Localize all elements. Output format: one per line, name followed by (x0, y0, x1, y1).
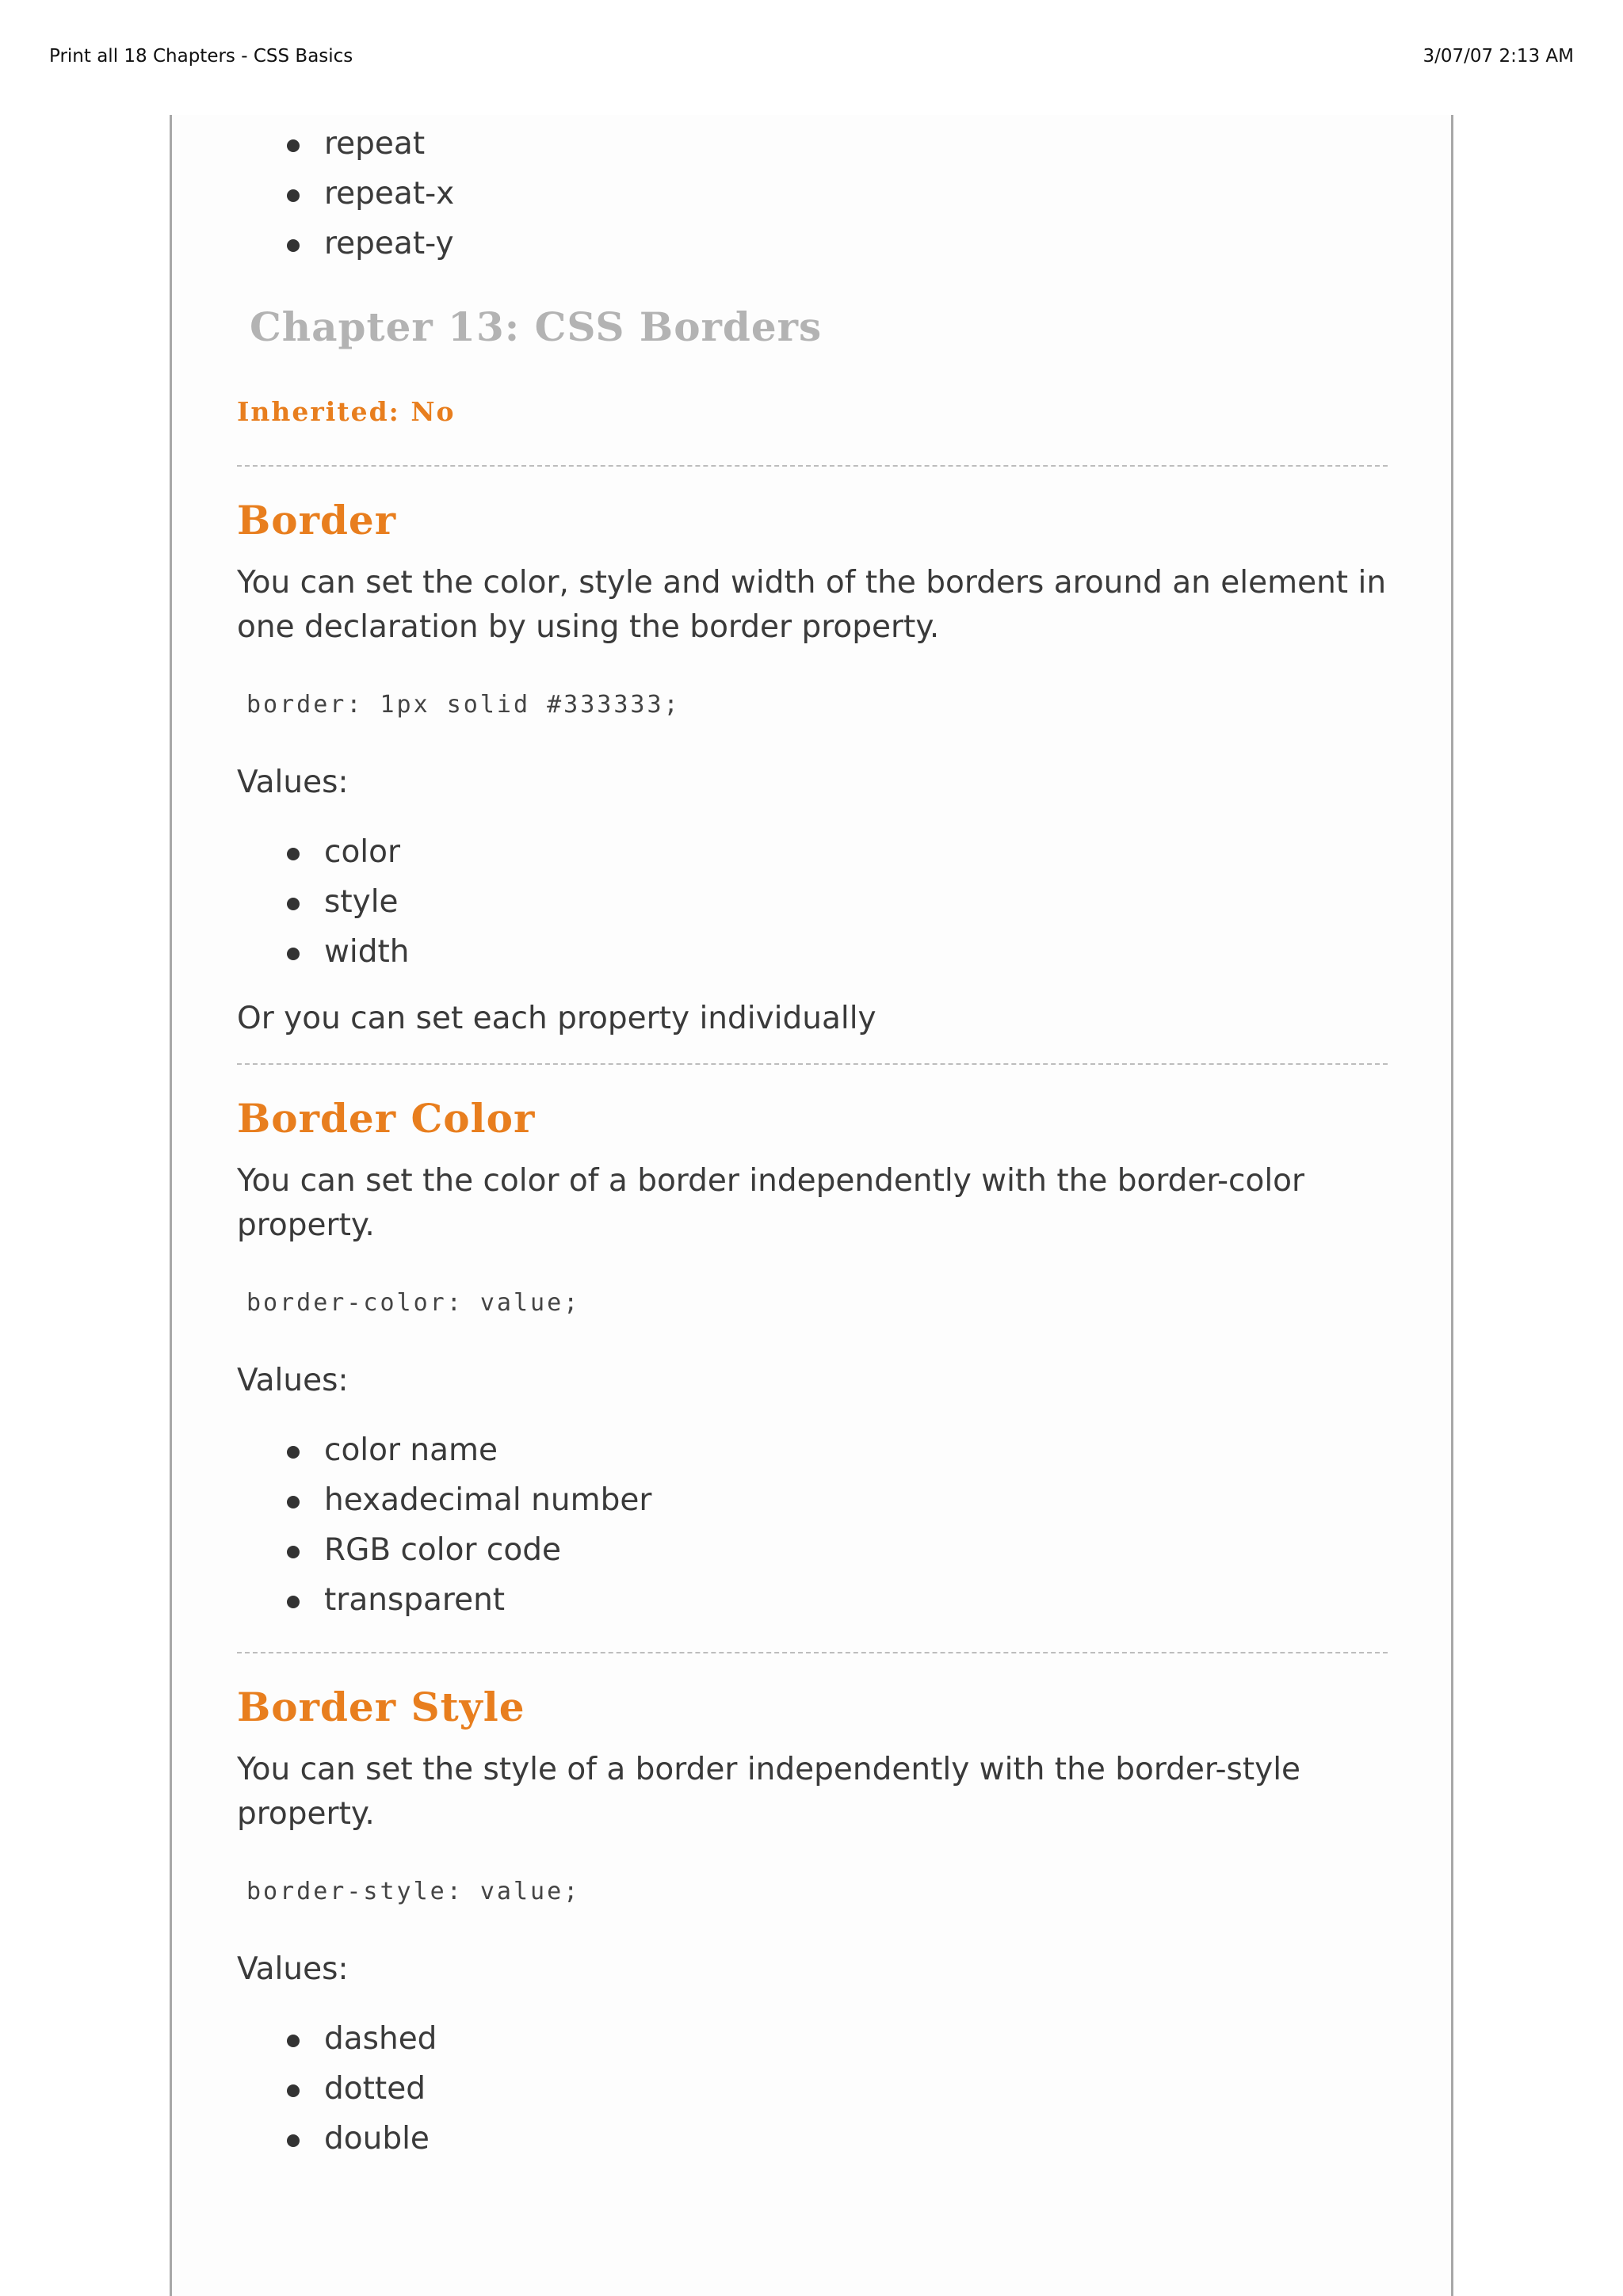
code-sample: border: 1px solid #333333; (246, 691, 681, 719)
print-date: 3/07/07 2:13 AM (1423, 46, 1574, 67)
list-item: style (285, 877, 1388, 927)
divider (237, 1652, 1388, 1653)
list-item: dashed (285, 2014, 1388, 2064)
list-item: color (285, 827, 1388, 877)
list-item: repeat (285, 119, 1388, 169)
chapter-title: Chapter 13: CSS Borders (250, 303, 823, 350)
top-list (285, 119, 1388, 269)
code-sample: border-style: value; (246, 1878, 581, 1905)
print-title: Print all 18 Chapters - CSS Basics (49, 46, 353, 67)
content (237, 119, 1388, 2164)
list-item: transparent (285, 1575, 1388, 1625)
section-note: Or you can set each property individually (237, 1001, 876, 1036)
list-item: color name (285, 1425, 1388, 1475)
code-sample: border-color: value; (246, 1289, 581, 1317)
values-label: Values: (237, 765, 349, 800)
section-description: You can set the style of a border independently with the border-style property. (237, 1752, 1301, 1832)
values-list (285, 827, 1388, 977)
list-item: double (285, 2114, 1388, 2164)
list-item: RGB color code (285, 1525, 1388, 1575)
print-header (0, 0, 1623, 95)
divider (237, 1063, 1388, 1065)
section-title-border-color: Border Color (237, 1095, 536, 1142)
values-list (285, 1425, 1388, 1625)
divider (237, 465, 1388, 467)
values-list (285, 2014, 1388, 2164)
list-item: dotted (285, 2064, 1388, 2114)
list-item: repeat-x (285, 169, 1388, 219)
list-item: hexadecimal number (285, 1475, 1388, 1525)
section-title-border: Border (237, 497, 397, 543)
inherited-label: Inherited: No (237, 396, 456, 427)
section-description: You can set the color, style and width of the borders around an element in one declaration by using the border property. (237, 565, 1387, 645)
list-item: repeat-y (285, 219, 1388, 269)
values-label: Values: (237, 1951, 349, 1987)
section-title-border-style: Border Style (237, 1684, 525, 1730)
section-description: You can set the color of a border independently with the border-color property. (237, 1163, 1305, 1243)
values-label: Values: (237, 1363, 349, 1398)
list-item: width (285, 927, 1388, 977)
